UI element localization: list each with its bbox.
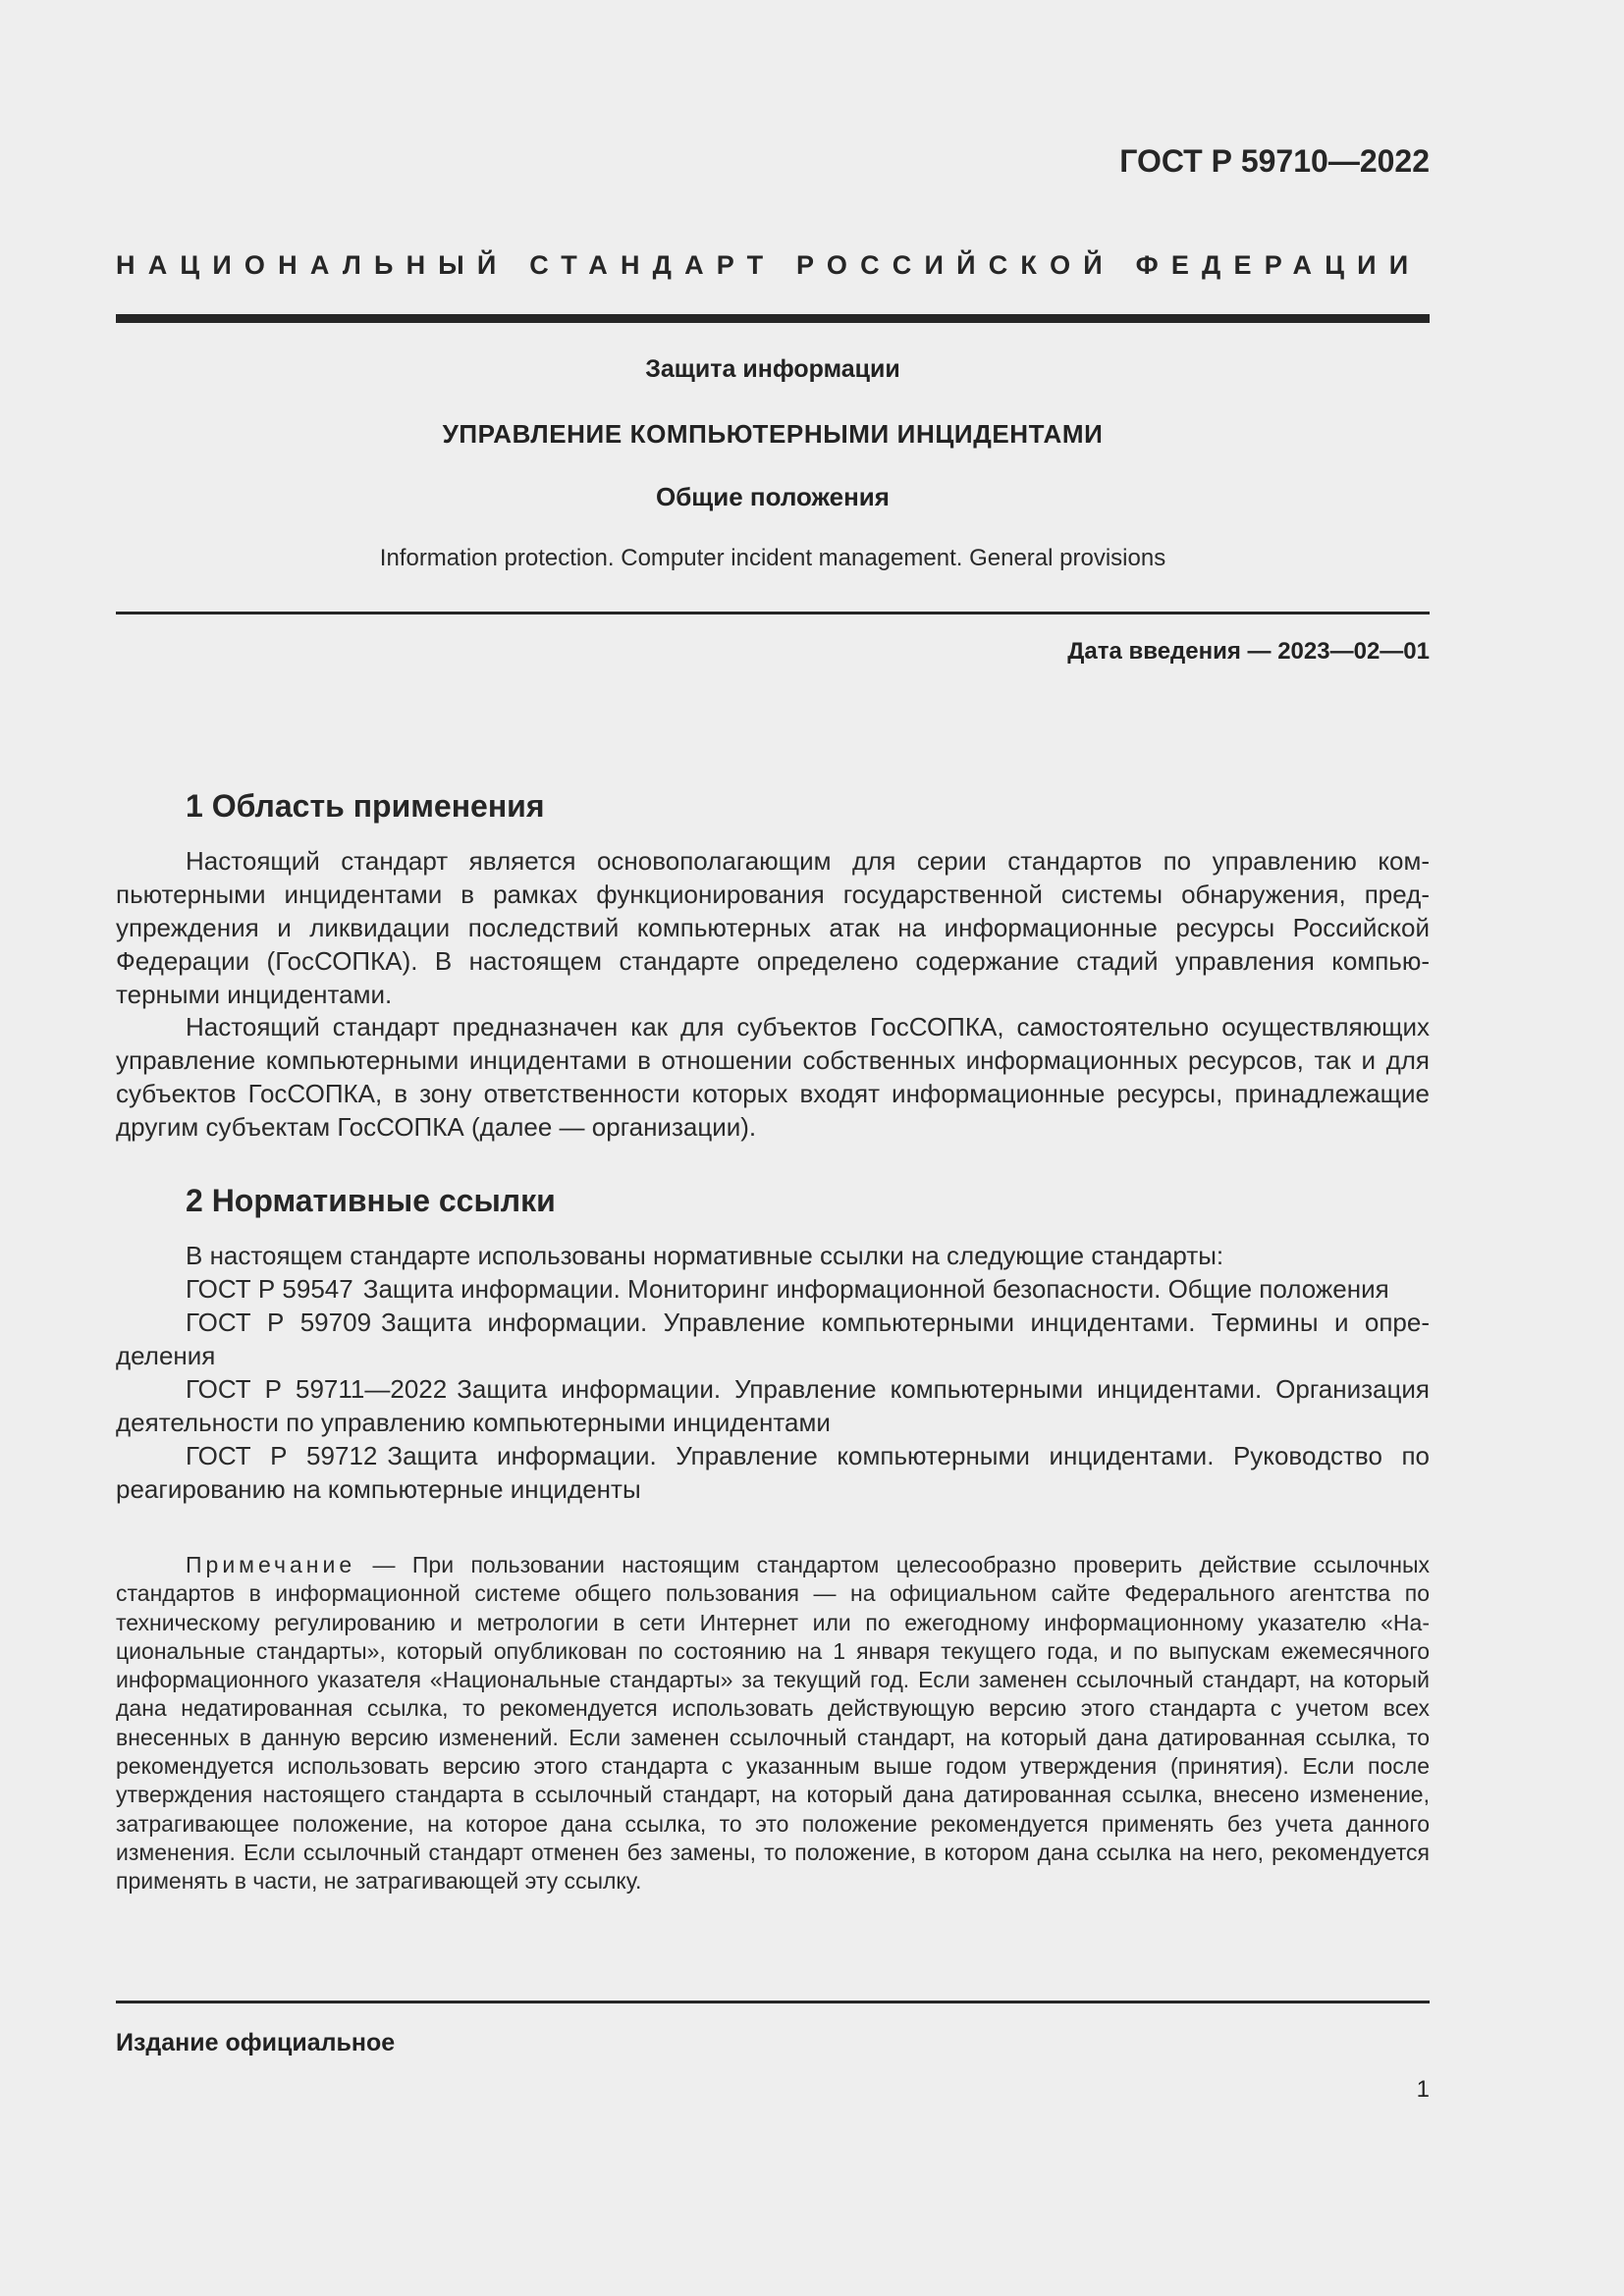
document-id: ГОСТ Р 59710—2022 <box>1119 143 1430 179</box>
title-line-1: Защита информации <box>645 355 900 383</box>
reference-text: Защита информации. Мониторинг информационной безопасности. Общие положения <box>362 1274 1389 1304</box>
references-note <box>116 1551 1430 1896</box>
section-1-paragraph-1: Настоящий стандарт является основополагающим для серии стандартов по управлению компьютерными инцидентами в рамках функционирования государственной системы обнаружения, предупреждения и ликвидации последствий компьютерных атак на информационные ресурсы Российской Федерации (ГосСОПКА). В настоящем стандарте определено содержание стадий управления компьютерными инцидентами. <box>116 846 1430 1009</box>
header-thick-rule <box>116 314 1430 323</box>
section-2-heading: 2 Нормативные ссылки <box>186 1183 556 1218</box>
page-number: 1 <box>1416 2076 1430 2103</box>
section-1-heading: 1 Область применения <box>186 788 545 824</box>
section-1-paragraph-2: Настоящий стандарт предназначен как для субъектов ГосСОПКА, самостоятельно осуществляющих управление компьютерными инцидентами в отношении собственных информационных ресурсов, так и для субъектов ГосСОПКА, в зону ответственности которых входят информационные ресурсы, принадлежащие другим субъектам ГосСОПКА (далее — организации). <box>116 1012 1430 1142</box>
title-line-3: Общие положения <box>656 482 890 511</box>
reference-code: ГОСТ Р 59712 <box>186 1441 378 1470</box>
edition-label: Издание официальное <box>116 2029 396 2056</box>
note-text: — При пользовании настоящим стандартом целесообразно проверить действие ссылочных стандартов в информационной системе общего пользования — на официальном сайте Федерального агентства по техническому регулированию и метрологии в сети Интернет или по ежегодному информационному указателю «Национальные стандарты», который опубликован по состоянию на 1 января текущего года, и по выпускам ежемесячного информационного указателя «Национальные стандарты» за текущий год. Если заменен ссылочный стандарт, на который дана недатированная ссылка, то рекомендуется использовать действующую версию этого стандарта с учетом всех внесенных в данную версию изменений. Если заменен ссылочный стандарт, на который дана датированная ссылка, то рекомендуется использовать версию этого стандарта с указанным выше годом утверждения (принятия). Если после утверждения настоящего стандарта в ссылочный стандарт, на который дана датированная ссылка, внесено изменение, затрагивающее положение, на которое дана ссылка, то это положение рекомендуется применять без учета данного изменения. Если ссылочный стандарт отменен без замены, то положение, в котором дана ссылка на него, рекомендуется применять в части, не затрагивающей эту ссылку. <box>116 1552 1430 1895</box>
title-english: Information protection. Computer incident management. General provisions <box>379 545 1166 571</box>
reference-code: ГОСТ Р 59711—2022 <box>186 1374 448 1404</box>
footer-rule <box>116 2001 1430 2003</box>
title-line-2: УПРАВЛЕНИЕ КОМПЬЮТЕРНЫМИ ИНЦИДЕНТАМИ <box>442 419 1104 449</box>
reference-item <box>116 1272 1430 1306</box>
national-standard-banner: НАЦИОНАЛЬНЫЙ СТАНДАРТ РОССИЙСКОЙ ФЕДЕРАЦИИ <box>116 250 1422 280</box>
reference-code: ГОСТ Р 59709 <box>186 1308 372 1337</box>
note-label: Примечание <box>186 1552 356 1577</box>
introduction-date: Дата введения — 2023—02—01 <box>1067 638 1430 665</box>
reference-item <box>116 1372 1430 1439</box>
references-list <box>116 1239 1430 1506</box>
reference-text: Защита информации. Управление компьютерными инцидентами. Термины и определения <box>116 1308 1430 1370</box>
reference-text: Защита информации. Управление компьютерными инцидентами. Руководство по реагированию на компьютерные инциденты <box>116 1441 1430 1504</box>
reference-item <box>116 1439 1430 1506</box>
title-bottom-rule <box>116 612 1430 614</box>
reference-item <box>116 1306 1430 1372</box>
reference-text: Защита информации. Управление компьютерными инцидентами. Организация деятельности по управлению компьютерными инцидентами <box>116 1374 1430 1437</box>
reference-code: ГОСТ Р 59547 <box>186 1274 353 1304</box>
references-intro: В настоящем стандарте использованы нормативные ссылки на следующие стандарты: <box>186 1241 1224 1270</box>
